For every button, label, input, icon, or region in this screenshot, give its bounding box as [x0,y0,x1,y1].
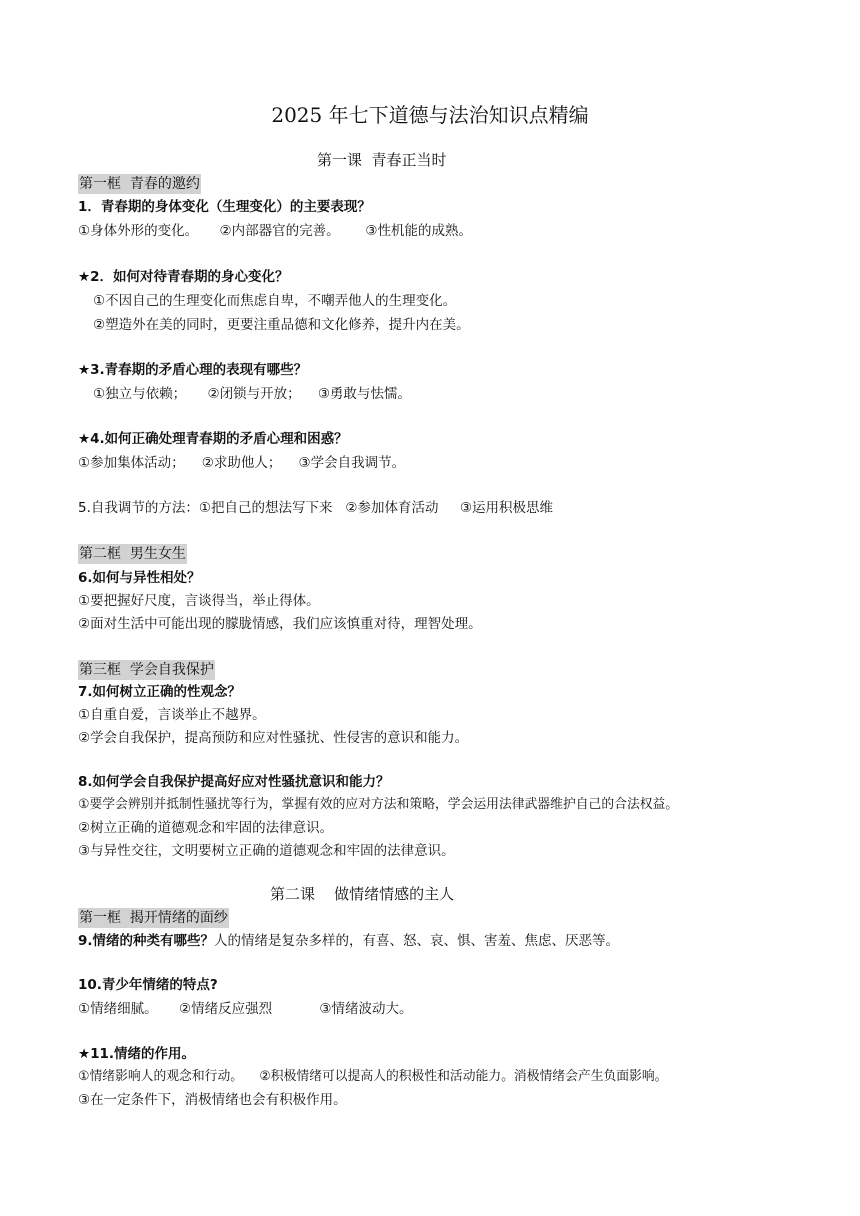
answer-7-line2: ②学会自我保护，提高预防和应对性骚扰、性侵害的意识和能力。 [78,730,469,746]
question-8: 8.如何学会自我保护提高好应对性骚扰意识和能力？ [78,774,390,790]
question-9-answer: 人的情绪是复杂多样的，有喜、怒、哀、惧、害羞、焦虑、厌恶等。 [214,933,620,949]
answer-10: ①情绪细腻。 ②情绪反应强烈 ③情绪波动大。 [78,1001,413,1017]
lesson2-title: 第二课 做情绪情感的主人 [270,885,455,903]
answer-4: ①参加集体活动； ②求助他人； ③学会自我调节。 [78,455,406,471]
question-4: ★4.如何正确处理青春期的矛盾心理和困惑？ [78,431,348,447]
lesson1-section1-heading: 第一框 青春的邀约 [79,176,200,192]
lesson1-title: 第一课 青春正当时 [317,151,447,169]
question-5: 5.自我调节的方法：①把自己的想法写下来 ②参加体育活动 ③运用积极思维 [78,500,554,516]
question-1: 1．青春期的身体变化（生理变化）的主要表现？ [78,199,371,215]
question-3: ★3.青春期的矛盾心理的表现有哪些？ [78,362,308,378]
answer-2-line1: ①不因自己的生理变化而焦虑自卑，不嘲弄他人的生理变化。 [93,293,457,309]
lesson1-section2-heading: 第二框 男生女生 [79,546,186,562]
answer-6-line1: ①要把握好尺度，言谈得当，举止得体。 [78,593,320,609]
answer-2-line2: ②塑造外在美的同时，更要注重品德和文化修养，提升内在美。 [93,317,470,333]
question-9 [78,932,619,950]
question-10: 10.青少年情绪的特点? [78,977,218,993]
lesson2-section1-heading: 第一框 揭开情绪的面纱 [79,910,228,926]
answer-11-line1: ①情绪影响人的观念和行动。 ②积极情绪可以提高人的积极性和活动能力。消极情绪会产生负面影响。 [78,1069,668,1084]
answer-7-line1: ①自重自爱，言谈举止不越界。 [78,707,266,723]
document-title: 2025 年七下道德与法治知识点精编 [271,103,589,127]
answer-1: ①身体外形的变化。 ②内部器官的完善。 ③性机能的成熟。 [78,223,473,239]
answer-6-line2: ②面对生活中可能出现的朦胧情感，我们应该慎重对待，理智处理。 [78,616,482,632]
question-11: ★11.情绪的作用。 [78,1046,196,1062]
answer-3: ①独立与依赖； ②闭锁与开放； ③勇敢与怯懦。 [93,386,411,402]
answer-8-line2: ②树立正确的道德观念和牢固的法律意识。 [78,820,334,836]
answer-8-line3: ③与异性交往，文明要树立正确的道德观念和牢固的法律意识。 [78,843,455,859]
question-6: 6.如何与异性相处？ [78,570,201,586]
question-9-label: 9.情绪的种类有哪些？ [78,933,215,949]
question-2: ★2．如何对待青春期的身心变化？ [78,269,289,285]
question-7: 7.如何树立正确的性观念？ [78,684,242,700]
lesson1-section3-heading: 第三框 学会自我保护 [79,662,214,678]
answer-8-line1: ①要学会辨别并抵制性骚扰等行为，掌握有效的应对方法和策略，学会运用法律武器维护自己的合法权益。 [78,797,679,812]
answer-11-line2: ③在一定条件下，消极情绪也会有积极作用。 [78,1092,347,1108]
